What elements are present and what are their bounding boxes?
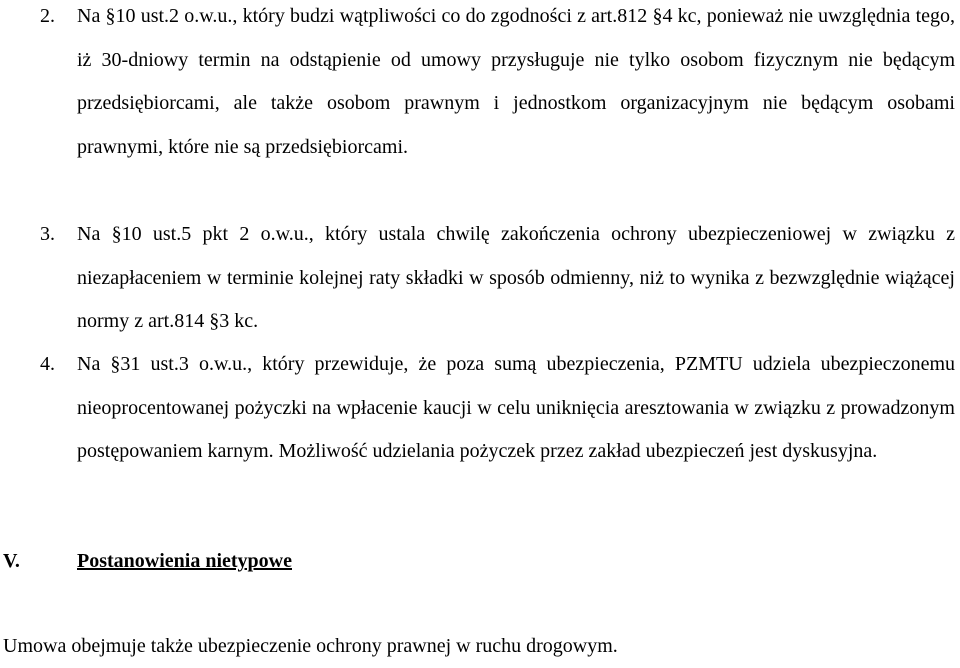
item-text: Na §10 ust.2 o.w.u., który budzi wątpliwości co do zgodności z art.812 §4 kc, ponieważ nie uwzględnia tego, iż 30-dniowy termin na odstąpienie od umowy przysługuje nie tylko osobom fizycznym nie będącym przedsiębiorcami, ale także osobom prawnym i jednostkom organizacyjnym nie będącym osobami prawnymi, które nie są przedsiębiorcami. [77,5,955,158]
list-item [40,213,955,344]
section-title: Postanowienia nietypowe [77,550,292,572]
item-number: 2. [40,5,55,27]
section-number: V. [3,550,20,572]
item-number: 4. [40,353,55,375]
closing-paragraph: Umowa obejmuje także ubezpieczenie ochrony prawnej w ruchu drogowym. [3,635,618,657]
list-item [40,0,955,169]
item-number: 3. [40,223,55,245]
item-text: Na §10 ust.5 pkt 2 o.w.u., który ustala chwilę zakończenia ochrony ubezpieczeniowej w związku z niezapłaceniem w terminie kolejnej raty składki w sposób odmienny, niż to wynika z bezwzględnie wiążącej normy z art.814 §3 kc. [77,223,955,332]
list-item [40,343,955,474]
item-text: Na §31 ust.3 o.w.u., który przewiduje, że poza sumą ubezpieczenia, PZMTU udziela ubezpieczonemu nieoprocentowanej pożyczki na wpłacenie kaucji w celu uniknięcia aresztowania w związku z prowadzonym postępowaniem karnym. Możliwość udzielania pożyczek przez zakład ubezpieczeń jest dyskusyjna. [77,353,955,462]
